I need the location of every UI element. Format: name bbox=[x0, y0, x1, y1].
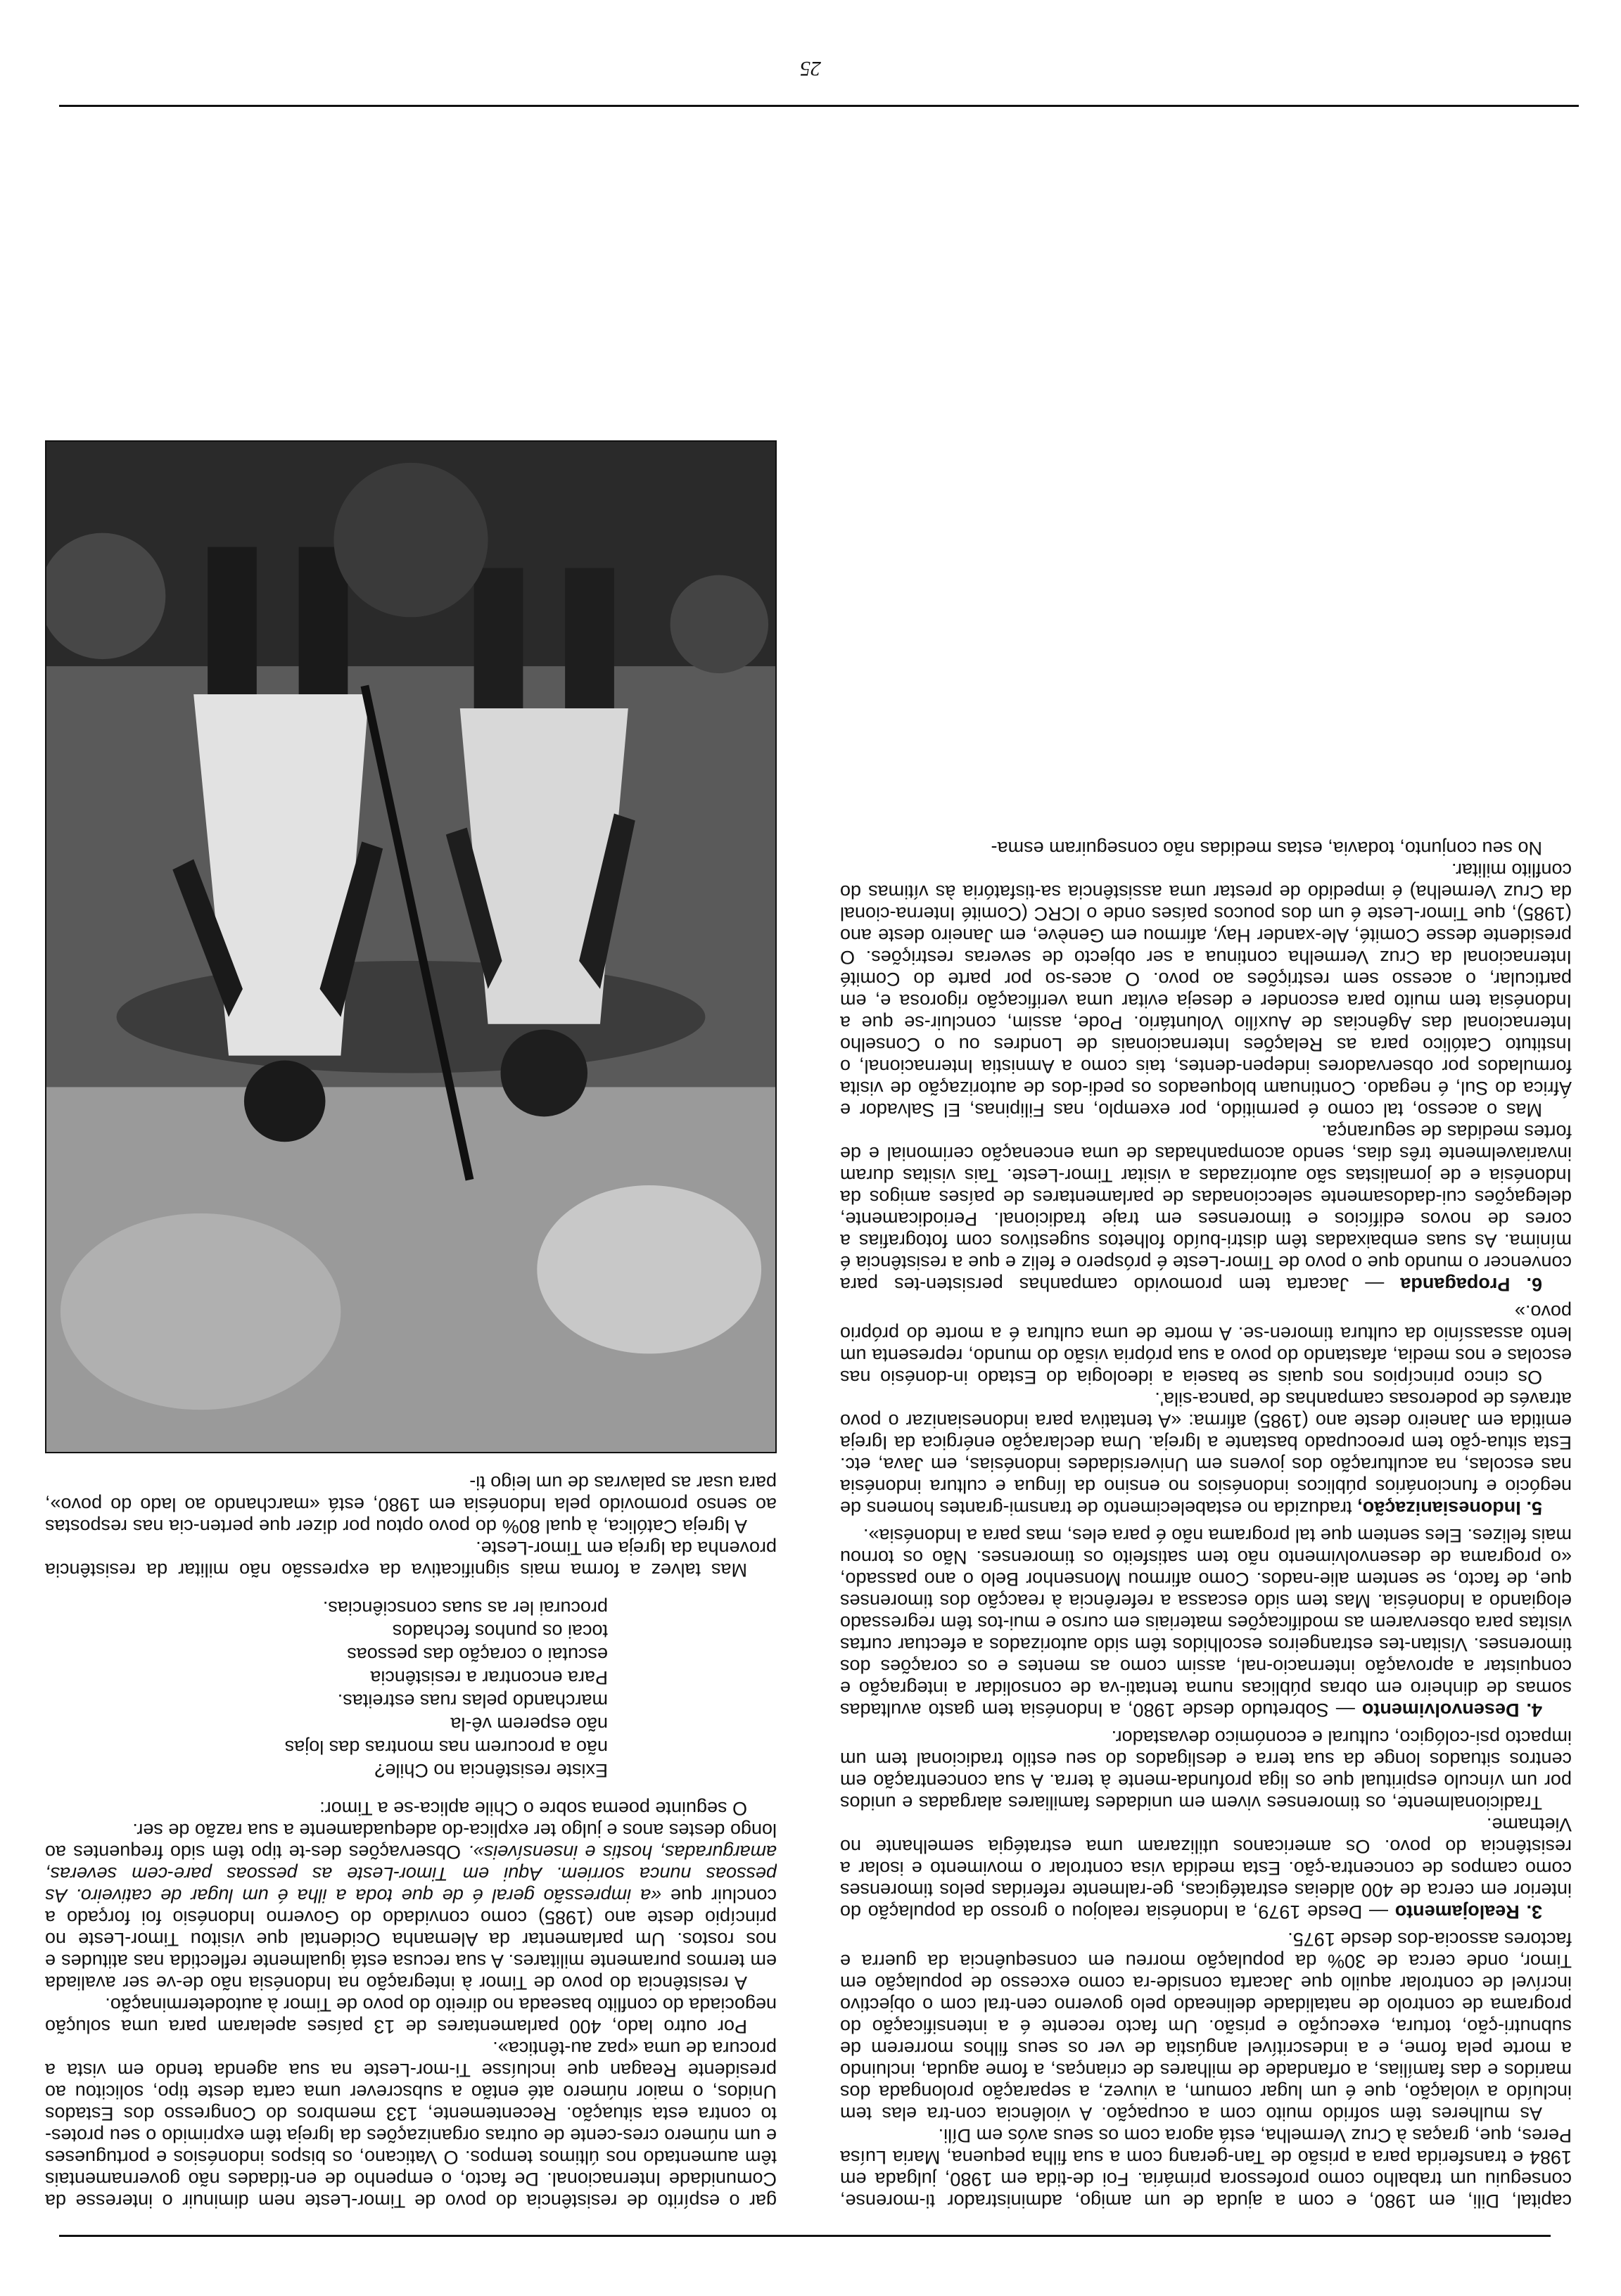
section-title: 4. Desenvolvimento bbox=[1361, 1699, 1542, 1721]
paragraph: Tradicionalmente, os timorenses vivem em unidades familiares alargadas e unidos por um vínculo espiritual que os liga profunda-mente à terra. A sua concentração em centros situados longe da sua terra e desligados do seu estilo tradicional tem um impacto psi-cológico, cultural e económico devastador. bbox=[840, 1727, 1572, 1813]
quote-tail: Observações des-te tipo têm sido frequentes ao longo destes anos e julgo ter explica-do adequadamente a sua razão de ser. bbox=[45, 1820, 777, 1863]
paragraph: Por outro lado, 400 parlamentares de 13 países apelaram para uma solução negociada do conflito baseada no direito do povo de Timor à autodeterminação. bbox=[45, 1994, 777, 2037]
paragraph: gar o espírito de resistência do povo de Timor-Leste nem diminuir o interesse da Comunidade Internacional. De facto, o empenho de en-tidades não governamentais têm aumentado nos últimos tempos. O Vaticano, os bispos indonésios e portugueses e um número cres-cente de outras organizações da Igreja têm exprimido o seu protes-to contra esta situação. Recentemente, 133 membros do Congresso dos Estados Unidos, o maior número até então a subscrever uma carta deste tipo, solicitou ao presidente Reagan que incluísse Ti-mor-Leste na sua agenda tendo em vista a procura de uma «paz au-têntica». bbox=[45, 2038, 777, 2212]
paragraph: capital, Dili, em 1980, e com a ajuda de um amigo, administrador ti-morense, conseguiu um trabalho como professora primária. Foi de-tida em 1980, julgada em 1984 e transferida para a prisão de Tan-gerang com a sua filha pequena, Maria Luísa Peres, que, graças à Cruz Vermelha, está agora com os seus avós em Díli. bbox=[840, 2125, 1572, 2212]
section-title: 5. Indonesianização, bbox=[1357, 1498, 1542, 1519]
right-column bbox=[45, 115, 777, 2212]
section-body: — Sobretudo desde 1980, a Indonésia tem gasto avultadas somas de dinheiro em obras públicas numa tentati-va de consolidar a integração e conquistar a aprovação internacio-nal, assim como as mentes e os corações dos timorenses. Visitan-tes estrangeiros escolhidos têm sido autorizados a efectuar curtas visitas para observarem as modificações materiais em curso e mui-tos têm regressado elogiando a Indonésia. Mas tem sido escassa a referência à reacção dos timorenses que, de facto, se sentem alie-nados. Como afirmou Monsenhor Belo o ano passado, «o programa de desenvolvimento não tem satisfeito os timorenses. Não os tornou mais felizes. Eles sentem que tal programa não é para eles, mas para a Indonésia». bbox=[840, 1525, 1572, 1721]
paragraph: No seu conjunto, todavia, estas medidas não conseguiram esma- bbox=[991, 838, 1542, 859]
section-indonesianizacao bbox=[840, 1388, 1572, 1519]
section-realojamento bbox=[840, 1813, 1572, 1922]
bottom-rule bbox=[59, 105, 1579, 107]
paragraph: A Igreja Católica, à qual 80% do povo optou por dizer que perten-cia nas respostas ao senso promovido pela Indonésia em 1980, está «marchando ao lado do povo», para usar as palavras de um leigo ti- bbox=[45, 1472, 777, 1537]
paragraph: Mas talvez a forma mais significativa da expressão não militar da resistência provenha da Igreja em Timor-Leste. bbox=[45, 1538, 777, 1581]
section-body: — Jacarta tem promovido campanhas persisten-tes para convencer o mundo que o povo de Timor-Leste é próspero e feliz e que a resistência é mínima. As suas embaixadas têm distri-buído folhetos sugestivos com fotografias a cores de novos edifícios e timorenses em traje tradicional. Periodicamente, delegações cui-dadosamente seleccionadas de parlamentares de países amigos da Indonésia e de jornalistas são autorizadas a visitar Timor-Leste. Tais visitas duram invariavelmente três dias, sendo acompanhadas de uma encenação cerimonial e de fortes medidas de segurança. bbox=[840, 1121, 1572, 1295]
photograph bbox=[45, 440, 777, 1453]
paragraph: O seguinte poema sobre o Chile aplica-se a Timor: bbox=[319, 1798, 747, 1819]
section-body: traduzida no estabelecimento de transmi-grantes homens de negócio e funcionários públicos indonésios no ensino da língua e cultura indonésia nas escolas, na aculturação dos jovens em Universidades indonésias, em Java, etc. Esta situa-ção tem preocupado bastante a Igreja. Uma declaração enérgica da Igreja emitida em Janeiro deste ano (1985) afirma: «A tentativa para indonesianizar o povo através de poderosas campanhas de 'panca-sila'. bbox=[840, 1389, 1572, 1519]
poem-line: Existe resistência no Chile? bbox=[374, 1760, 608, 1781]
page-number: 25 bbox=[800, 57, 821, 80]
quote: «a impressão geral é de que toda a ilha é um lugar de cativeiro. As pessoas nunca sorriem. Aqui em Timor-Leste as pessoas pare-cem severas, amarguradas, hostis e insensíveis». bbox=[45, 1842, 777, 1906]
poem-line: procurai ler as suas consciências. bbox=[322, 1597, 608, 1619]
poem bbox=[45, 1596, 608, 1782]
poem-line: tocai os punhos fechados bbox=[392, 1621, 608, 1642]
left-column bbox=[840, 115, 1572, 2212]
top-rule bbox=[59, 2235, 1551, 2237]
paragraph: Os cinco princípios nos quais se baseia a ideologia do Estado in-donésio nas escolas e nos media, afastando do povo a sua própria visão do mundo, representa um lento assassínio da cultura timoren-se. A morte de uma cultura é a morte do próprio povo.» bbox=[840, 1301, 1572, 1388]
poem-line: não esperem vê-la bbox=[450, 1714, 608, 1735]
poem-line: Para encontrar a resistência bbox=[370, 1667, 608, 1688]
section-propaganda bbox=[840, 1121, 1572, 1295]
paragraph-with-quote bbox=[45, 1819, 777, 1994]
section-title: 6. Propaganda bbox=[1400, 1274, 1542, 1295]
photo-image bbox=[46, 442, 775, 1452]
quote-lead: A resistência do povo de Timor à integração na Indonésia não de-ve ser avaliada em termos puramente militares. A sua recusa está igualmente reflectida nas atitudes e nos rostos. Um parlamentar da Alemanha Ocidental que visitou Timor-Leste no princípio deste ano (1985) como convidado do Governo Indonésio foi forçado a concluir que bbox=[45, 1885, 777, 1994]
poem-line: não a procurem nas montras das lojas bbox=[284, 1737, 608, 1758]
poem-line: escutai o coração das pessoas bbox=[347, 1644, 608, 1665]
paragraph: As mulheres têm sofrido muito com a ocupação. A violência con-tra elas tem incluído a violação, que é um lugar comum, a viuvez, a separação prolongada dos maridos e das famílias, a orfandade de milhares de crianças, a fome aguda, incluindo a morte pela fome, e a indescritível angústia de ver os seus filhos morrerem de subnutri-ção, tortura, execução e prisão. Um facto recente é a intensificação do programa de controlo de natalidade delineado pelo governo cen-tral com o objectivo incrível de controlar aquilo que Jacarta conside-ra como excesso de população em Timor, onde cerca de 30% da população morreu em consequência da guerra e factores associa-dos desde 1975. bbox=[840, 1929, 1572, 2124]
section-title: 3. Realojamento bbox=[1394, 1901, 1542, 1922]
poem-line: marchando pelas ruas estreitas. bbox=[337, 1690, 608, 1711]
paragraph: Mas o acesso, tal como é permitido, por exemplo, nas Filipinas, El Salvador e África do Sul, é negado. Continuam bloqueados os pedi-dos de autorização de visita formulados por observadores indepen-dentes, tais como a Amnistia Internacional, o Instituto Católico para as Relações Internacionais de Londres ou o Conselho Internacional das Agências de Auxílio Voluntário. Pode, assim, concluir-se que a Indonésia tem muito para esconder e deseja evitar uma verificação rigorosa e, em particular, o acesso sem restrições ao povo. O aces-so por parte do Comité Internacional da Cruz Vermelha continua a ser objecto de severas restrições. O presidente desse Comité, Ale-xander Hay, afirmou em Genève, em Janeiro deste ano (1985), que Timor-Leste é um dos poucos países onde o ICRC (Comité Interna-cional da Cruz Vermelha) é impedido de prestar uma assistência sa-tisfatória às vítimas do conflito militar. bbox=[840, 860, 1572, 1121]
section-body: — Desde 1979, a Indonésia realojou o grosso da população do interior em cerca de 400 aldeias estratégicas, ge-ralmente referidas pelos timorenses como campos de concentra-ção. Esta medida visa controlar o movimento e isolar a resistência do povo. Os americanos utilizaram uma estratégia semelhante no Vietname. bbox=[840, 1814, 1572, 1922]
section-desenvolvimento bbox=[840, 1524, 1572, 1721]
